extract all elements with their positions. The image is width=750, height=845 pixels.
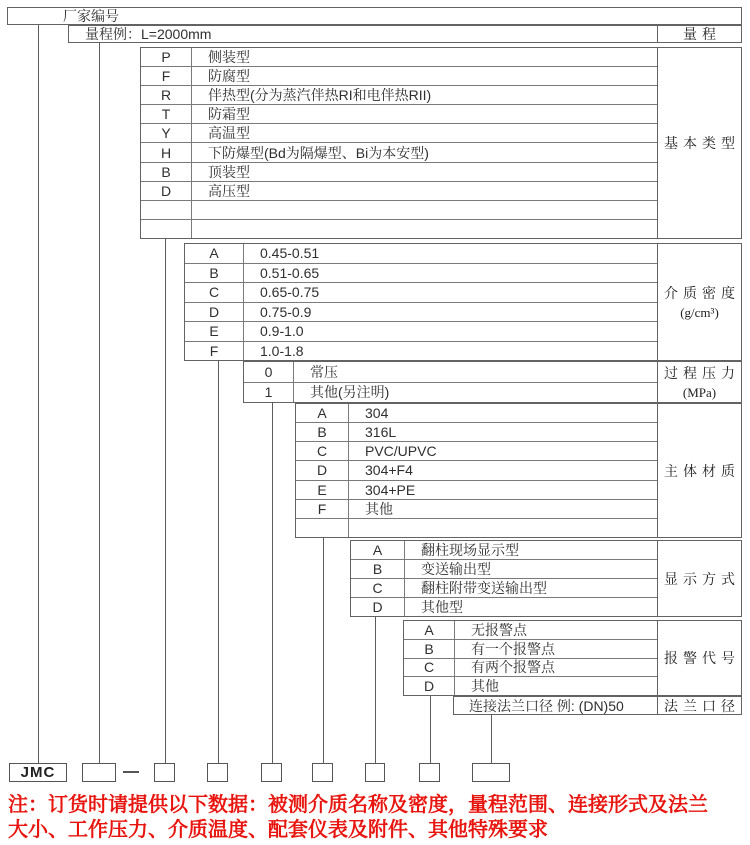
table-row	[296, 423, 658, 442]
table-row	[351, 579, 658, 598]
table-row	[185, 244, 658, 264]
code-slot-body-material	[312, 763, 333, 782]
category-label-alarm-code: 报警代号	[657, 621, 741, 695]
table-row	[141, 86, 658, 105]
table-row	[141, 163, 658, 182]
table-row	[296, 461, 658, 480]
desc-cell: 高压型	[208, 182, 250, 199]
desc-cell: 304+PE	[365, 481, 416, 498]
note-line-2: 大小、工作压力、介质温度、配套仪表及附件、其他特殊要求	[8, 819, 548, 841]
desc-cell: 有一个报警点	[471, 640, 555, 657]
desc-cell: 翻柱现场显示型	[421, 542, 519, 558]
code-cell: 0	[244, 362, 294, 382]
manufacturer-row	[7, 7, 742, 25]
code-cell: Y	[141, 124, 192, 142]
code-cell: H	[141, 143, 192, 161]
table-row	[296, 500, 658, 519]
desc-cell: 伴热型(分为蒸汽伴热RI和电伴热RII)	[208, 87, 432, 104]
desc-cell: 高温型	[208, 125, 250, 142]
code-slot-basic-type	[154, 763, 175, 782]
code-cell: R	[141, 86, 192, 104]
range-row	[68, 25, 742, 43]
code-slot-process-pressure	[261, 763, 282, 782]
code-cell: B	[351, 560, 405, 578]
desc-cell: 0.65-0.75	[260, 284, 320, 301]
table-row	[141, 220, 658, 238]
category-label-body-material: 主体材质	[657, 404, 741, 537]
desc-cell: 304	[365, 405, 389, 422]
desc-cell: 顶装型	[208, 163, 250, 180]
note-line-1: 注：订货时请提供以下数据：被测介质名称及密度，量程范围、连接形式及法兰	[8, 794, 708, 816]
category-label-display-mode: 显示方式	[657, 541, 741, 616]
table-row	[296, 519, 658, 537]
code-slot-medium-density	[207, 763, 228, 782]
table-row	[404, 659, 658, 678]
model-prefix-box: JMC	[9, 763, 67, 782]
connector-body-material	[323, 537, 324, 763]
table-row	[296, 404, 658, 423]
desc-cell: 侧装型	[208, 49, 250, 66]
desc-cell: PVC/UPVC	[365, 443, 437, 460]
table-row	[141, 48, 658, 67]
connector-range	[99, 43, 100, 763]
code-cell: B	[141, 163, 192, 181]
connector-medium-density	[218, 360, 219, 763]
table-row	[185, 322, 658, 342]
section-process-pressure	[243, 361, 742, 403]
code-cell: A	[185, 244, 244, 263]
code-cell: C	[296, 442, 349, 460]
table-row	[296, 442, 658, 461]
code-cell	[141, 220, 192, 238]
table-row	[244, 362, 658, 383]
table-row	[404, 677, 658, 695]
code-cell: D	[141, 182, 192, 200]
table-row	[185, 264, 658, 284]
desc-cell: 0.45-0.51	[260, 245, 320, 262]
code-cell: P	[141, 48, 192, 66]
section-flange-size	[453, 696, 742, 715]
table-row	[404, 621, 658, 640]
desc-cell: 其他型	[421, 599, 463, 615]
connector-alarm-code	[430, 695, 431, 763]
code-slot-display-mode	[365, 763, 385, 782]
code-cell: T	[141, 105, 192, 123]
table-row	[185, 342, 658, 361]
code-cell: D	[351, 598, 405, 616]
manufacturer-label: 厂家编号	[63, 8, 119, 24]
table-row	[141, 182, 658, 201]
desc-cell: 316L	[365, 424, 397, 441]
category-label-basic-type: 基本类型	[657, 48, 741, 238]
code-cell: D	[404, 677, 455, 695]
table-row	[141, 67, 658, 86]
range-example-text: 量程例：L=2000mm	[85, 26, 212, 42]
section-display-mode	[350, 540, 742, 617]
code-cell: 1	[244, 383, 294, 403]
desc-cell: 0.51-0.65	[260, 264, 320, 281]
table-row	[185, 283, 658, 303]
code-slot-range	[82, 763, 116, 782]
table-row	[404, 640, 658, 659]
code-cell: F	[185, 342, 244, 361]
desc-cell: 防腐型	[208, 68, 250, 85]
desc-cell	[192, 201, 658, 219]
desc-cell: 常压	[310, 363, 338, 380]
category-label-process-pressure: 过程压力 (MPa)	[657, 362, 741, 402]
code-cell	[296, 519, 349, 537]
desc-cell: 下防爆型(Bd为隔爆型、Bi为本安型)	[208, 144, 429, 161]
table-row	[185, 303, 658, 323]
category-label-range: 量程	[657, 26, 741, 42]
code-cell: B	[185, 264, 244, 283]
table-row	[296, 481, 658, 500]
code-cell: C	[351, 579, 405, 597]
code-cell: B	[296, 423, 349, 441]
section-medium-density	[184, 243, 742, 361]
code-cell: A	[296, 404, 349, 422]
order-note	[8, 793, 750, 843]
desc-cell: 变送输出型	[421, 561, 491, 577]
connector-flange-size	[491, 714, 492, 763]
category-label-medium-density: 介质密度 (g/cm³)	[657, 244, 741, 360]
category-label-flange-size: 法兰口径	[657, 697, 741, 714]
desc-cell: 其他	[471, 678, 499, 695]
table-row	[351, 541, 658, 560]
desc-cell: 无报警点	[471, 621, 527, 638]
code-cell: F	[141, 67, 192, 85]
table-row	[141, 124, 658, 143]
desc-cell	[349, 519, 658, 537]
table-row	[141, 201, 658, 220]
code-cell: D	[296, 461, 349, 479]
code-cell: A	[351, 541, 405, 559]
code-cell: E	[185, 322, 244, 341]
desc-cell	[192, 220, 658, 238]
code-cell: D	[185, 303, 244, 322]
table-row	[351, 560, 658, 579]
table-row	[244, 383, 658, 403]
connector-display-mode	[375, 616, 376, 763]
code-cell: C	[185, 283, 244, 302]
code-cell: A	[404, 621, 455, 639]
desc-cell: 防霜型	[208, 106, 250, 123]
table-row	[141, 105, 658, 124]
section-basic-type	[140, 47, 742, 239]
connector-manufacturer	[38, 25, 39, 763]
desc-cell: 其他	[365, 500, 393, 517]
desc-cell: 1.0-1.8	[260, 342, 304, 359]
code-cell: B	[404, 640, 455, 658]
code-cell: C	[404, 659, 455, 677]
connector-basic-type	[165, 238, 166, 763]
flange-size-text: 连接法兰口径 例: (DN)50	[469, 697, 624, 714]
code-cell	[141, 201, 192, 219]
table-row	[141, 143, 658, 162]
connector-process-pressure	[272, 402, 273, 763]
desc-cell: 有两个报警点	[471, 659, 555, 676]
code-cell: F	[296, 500, 349, 518]
dash-separator	[123, 771, 139, 773]
desc-cell: 0.9-1.0	[260, 323, 304, 340]
desc-cell: 0.75-0.9	[260, 303, 312, 320]
desc-cell: 其他(另注明)	[310, 384, 390, 401]
code-slot-flange-size	[472, 763, 510, 782]
section-alarm-code	[403, 620, 742, 696]
desc-cell: 翻柱附带变送输出型	[421, 580, 547, 596]
section-body-material	[295, 403, 742, 538]
table-row	[351, 598, 658, 616]
code-cell: E	[296, 481, 349, 499]
code-slot-alarm-code	[419, 763, 440, 782]
desc-cell: 304+F4	[365, 462, 413, 479]
